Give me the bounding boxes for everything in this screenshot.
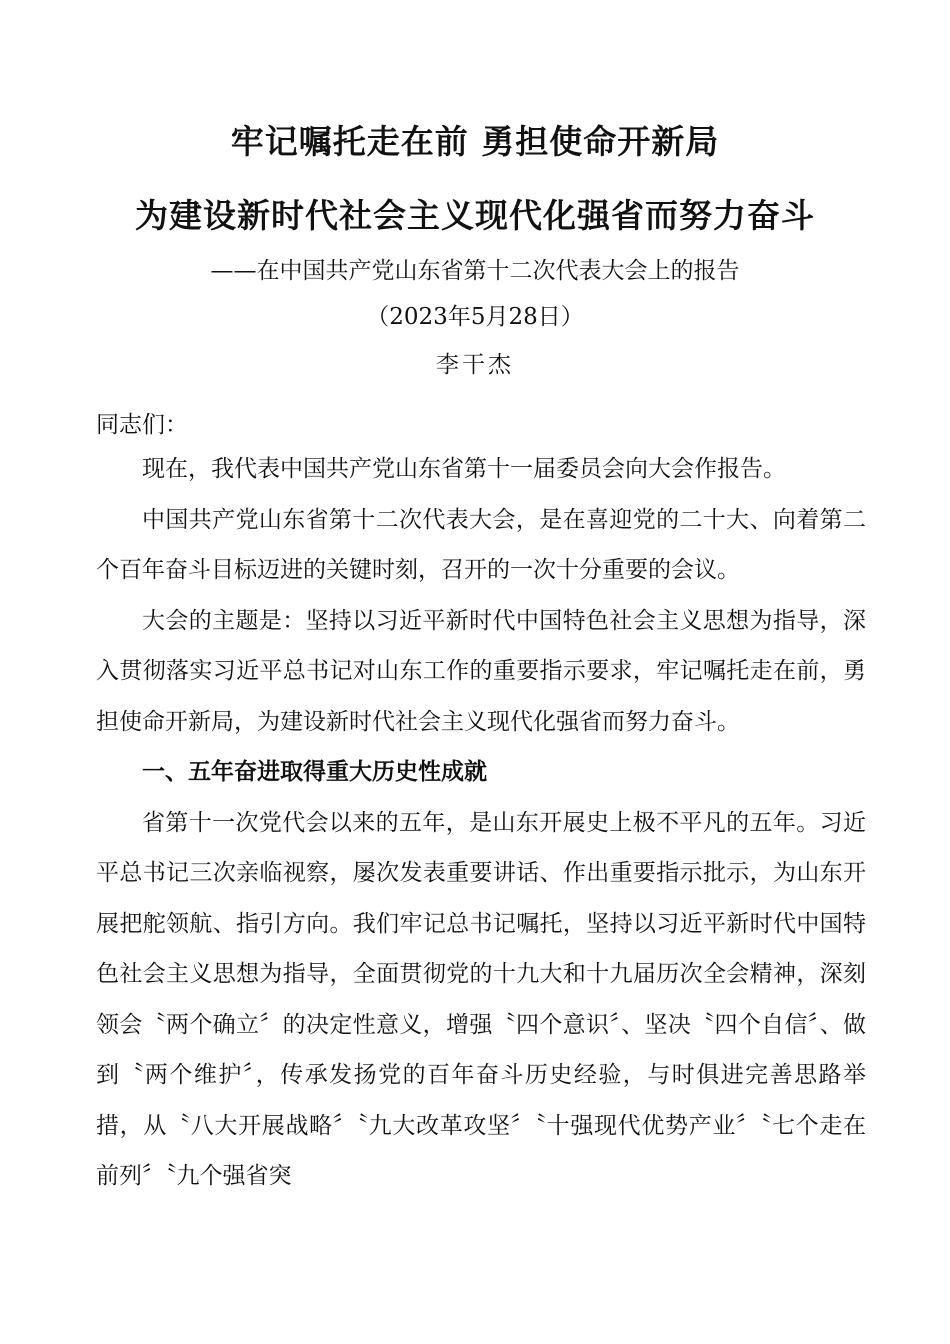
paragraph: 大会的主题是：坚持以习近平新时代中国特色社会主义思想为指导，深入贯彻落实习近平总书记对山东工作的重要指示要求，牢记嘱托走在前，勇担使命开新局，为建设新时代社会主义现代化强省而努力奋斗。 — [96, 607, 866, 735]
salutation: 同志们： — [96, 412, 188, 438]
author: 李干杰 — [436, 352, 514, 378]
title-line-1: 牢记嘱托走在前 勇担使命开新局 — [230, 122, 720, 161]
subtitle: ——在中国共产党山东省第十二次代表大会上的报告 — [210, 258, 740, 284]
paragraph: 现在，我代表中国共产党山东省第十一届委员会向大会作报告。 — [142, 456, 786, 482]
paragraph: 省第十一次党代会以来的五年，是山东开展史上极不平凡的五年。习近平总书记三次亲临视察，屡次发表重要讲话、作出重要指示批示，为山东开展把舵领航、指引方向。我们牢记总书记嘱托，坚持以习近平新时代中国特色社会主义思想为指导，全面贯彻党的十九大和十九届历次全会精神，深刻领会〝两个确立〞的决定性意义，增强〝四个意识〞、坚决〝四个自信〞、做到〝两个维护〞，传承发扬党的百年奋斗历史经验，与时俱进完善思路举措，从〝八大开展战略〞〝九大改革攻坚〞〝十强现代优势产业〞〝七个走在前列〞〝九个强省突 — [96, 809, 866, 1189]
section-heading: 一、五年奋进取得重大历史性成就 — [142, 759, 487, 785]
report-date: （2023年5月28日） — [366, 304, 584, 330]
body-text — [96, 444, 866, 1202]
paragraph: 中国共产党山东省第十二次代表大会，是在喜迎党的二十大、向着第二个百年奋斗目标迈进的关键时刻，召开的一次十分重要的会议。 — [96, 506, 866, 583]
title-line-2: 为建设新时代社会主义现代化强省而努力奋斗 — [135, 196, 815, 235]
